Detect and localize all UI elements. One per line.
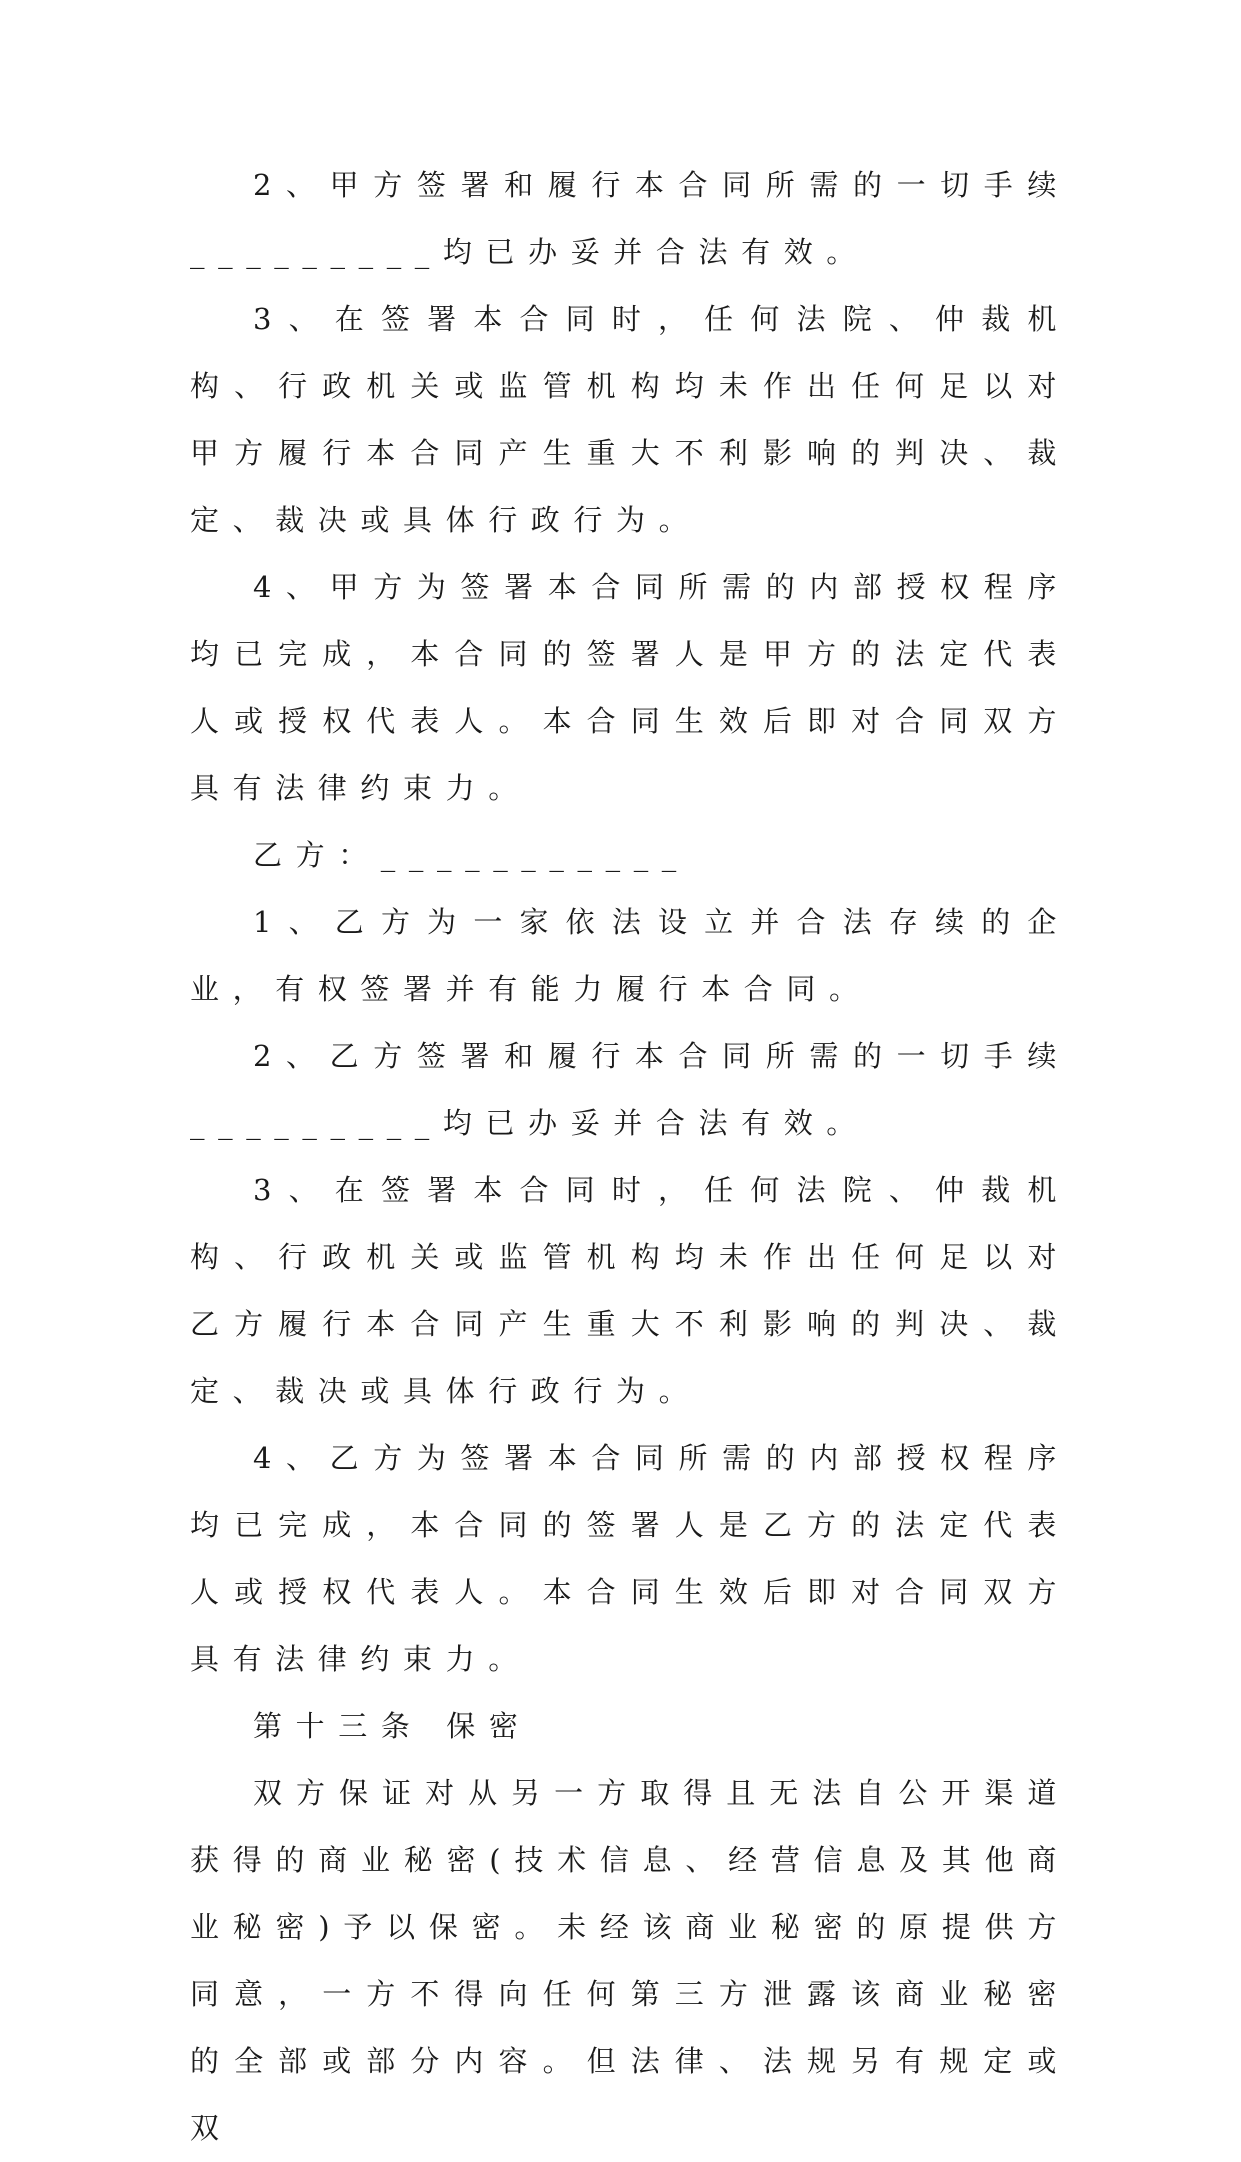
paragraph-party-b-clause-1: 1、乙方为一家依法设立并合法存续的企业，有权签署并有能力履行本合同。 <box>190 905 1070 1006</box>
document-body <box>190 152 1070 2162</box>
paragraph-confidentiality: 双方保证对从另一方取得且无法自公开渠道获得的商业秘密(技术信息、经营信息及其他商业秘密)予以保密。未经该商业秘密的原提供方同意，一方不得向任何第三方泄露该商业秘密的全部或部分内容。但法律、法规另有规定或双 <box>190 1776 1070 2145</box>
party-b-heading: 乙方：___________ <box>253 838 690 872</box>
paragraph-party-b-clause-3: 3、在签署本合同时，任何法院、仲裁机构、行政机关或监管机构均未作出任何足以对乙方履行本合同产生重大不利影响的判决、裁定、裁决或具体行政行为。 <box>190 1173 1070 1408</box>
paragraph-party-a-clause-3: 3、在签署本合同时，任何法院、仲裁机构、行政机关或监管机构均未作出任何足以对甲方履行本合同产生重大不利影响的判决、裁定、裁决或具体行政行为。 <box>190 302 1070 537</box>
article-13-heading: 第十三条 保密 <box>253 1709 532 1743</box>
paragraph-party-a-clause-4: 4、甲方为签署本合同所需的内部授权程序均已完成，本合同的签署人是甲方的法定代表人或授权代表人。本合同生效后即对合同双方具有法律约束力。 <box>190 570 1070 805</box>
paragraph-party-a-clause-2: 2、甲方签署和履行本合同所需的一切手续_________均已办妥并合法有效。 <box>190 168 1070 269</box>
paragraph-party-b-clause-2: 2、乙方签署和履行本合同所需的一切手续_________均已办妥并合法有效。 <box>190 1039 1070 1140</box>
paragraph-party-b-clause-4: 4、乙方为签署本合同所需的内部授权程序均已完成，本合同的签署人是乙方的法定代表人或授权代表人。本合同生效后即对合同双方具有法律约束力。 <box>190 1441 1070 1676</box>
